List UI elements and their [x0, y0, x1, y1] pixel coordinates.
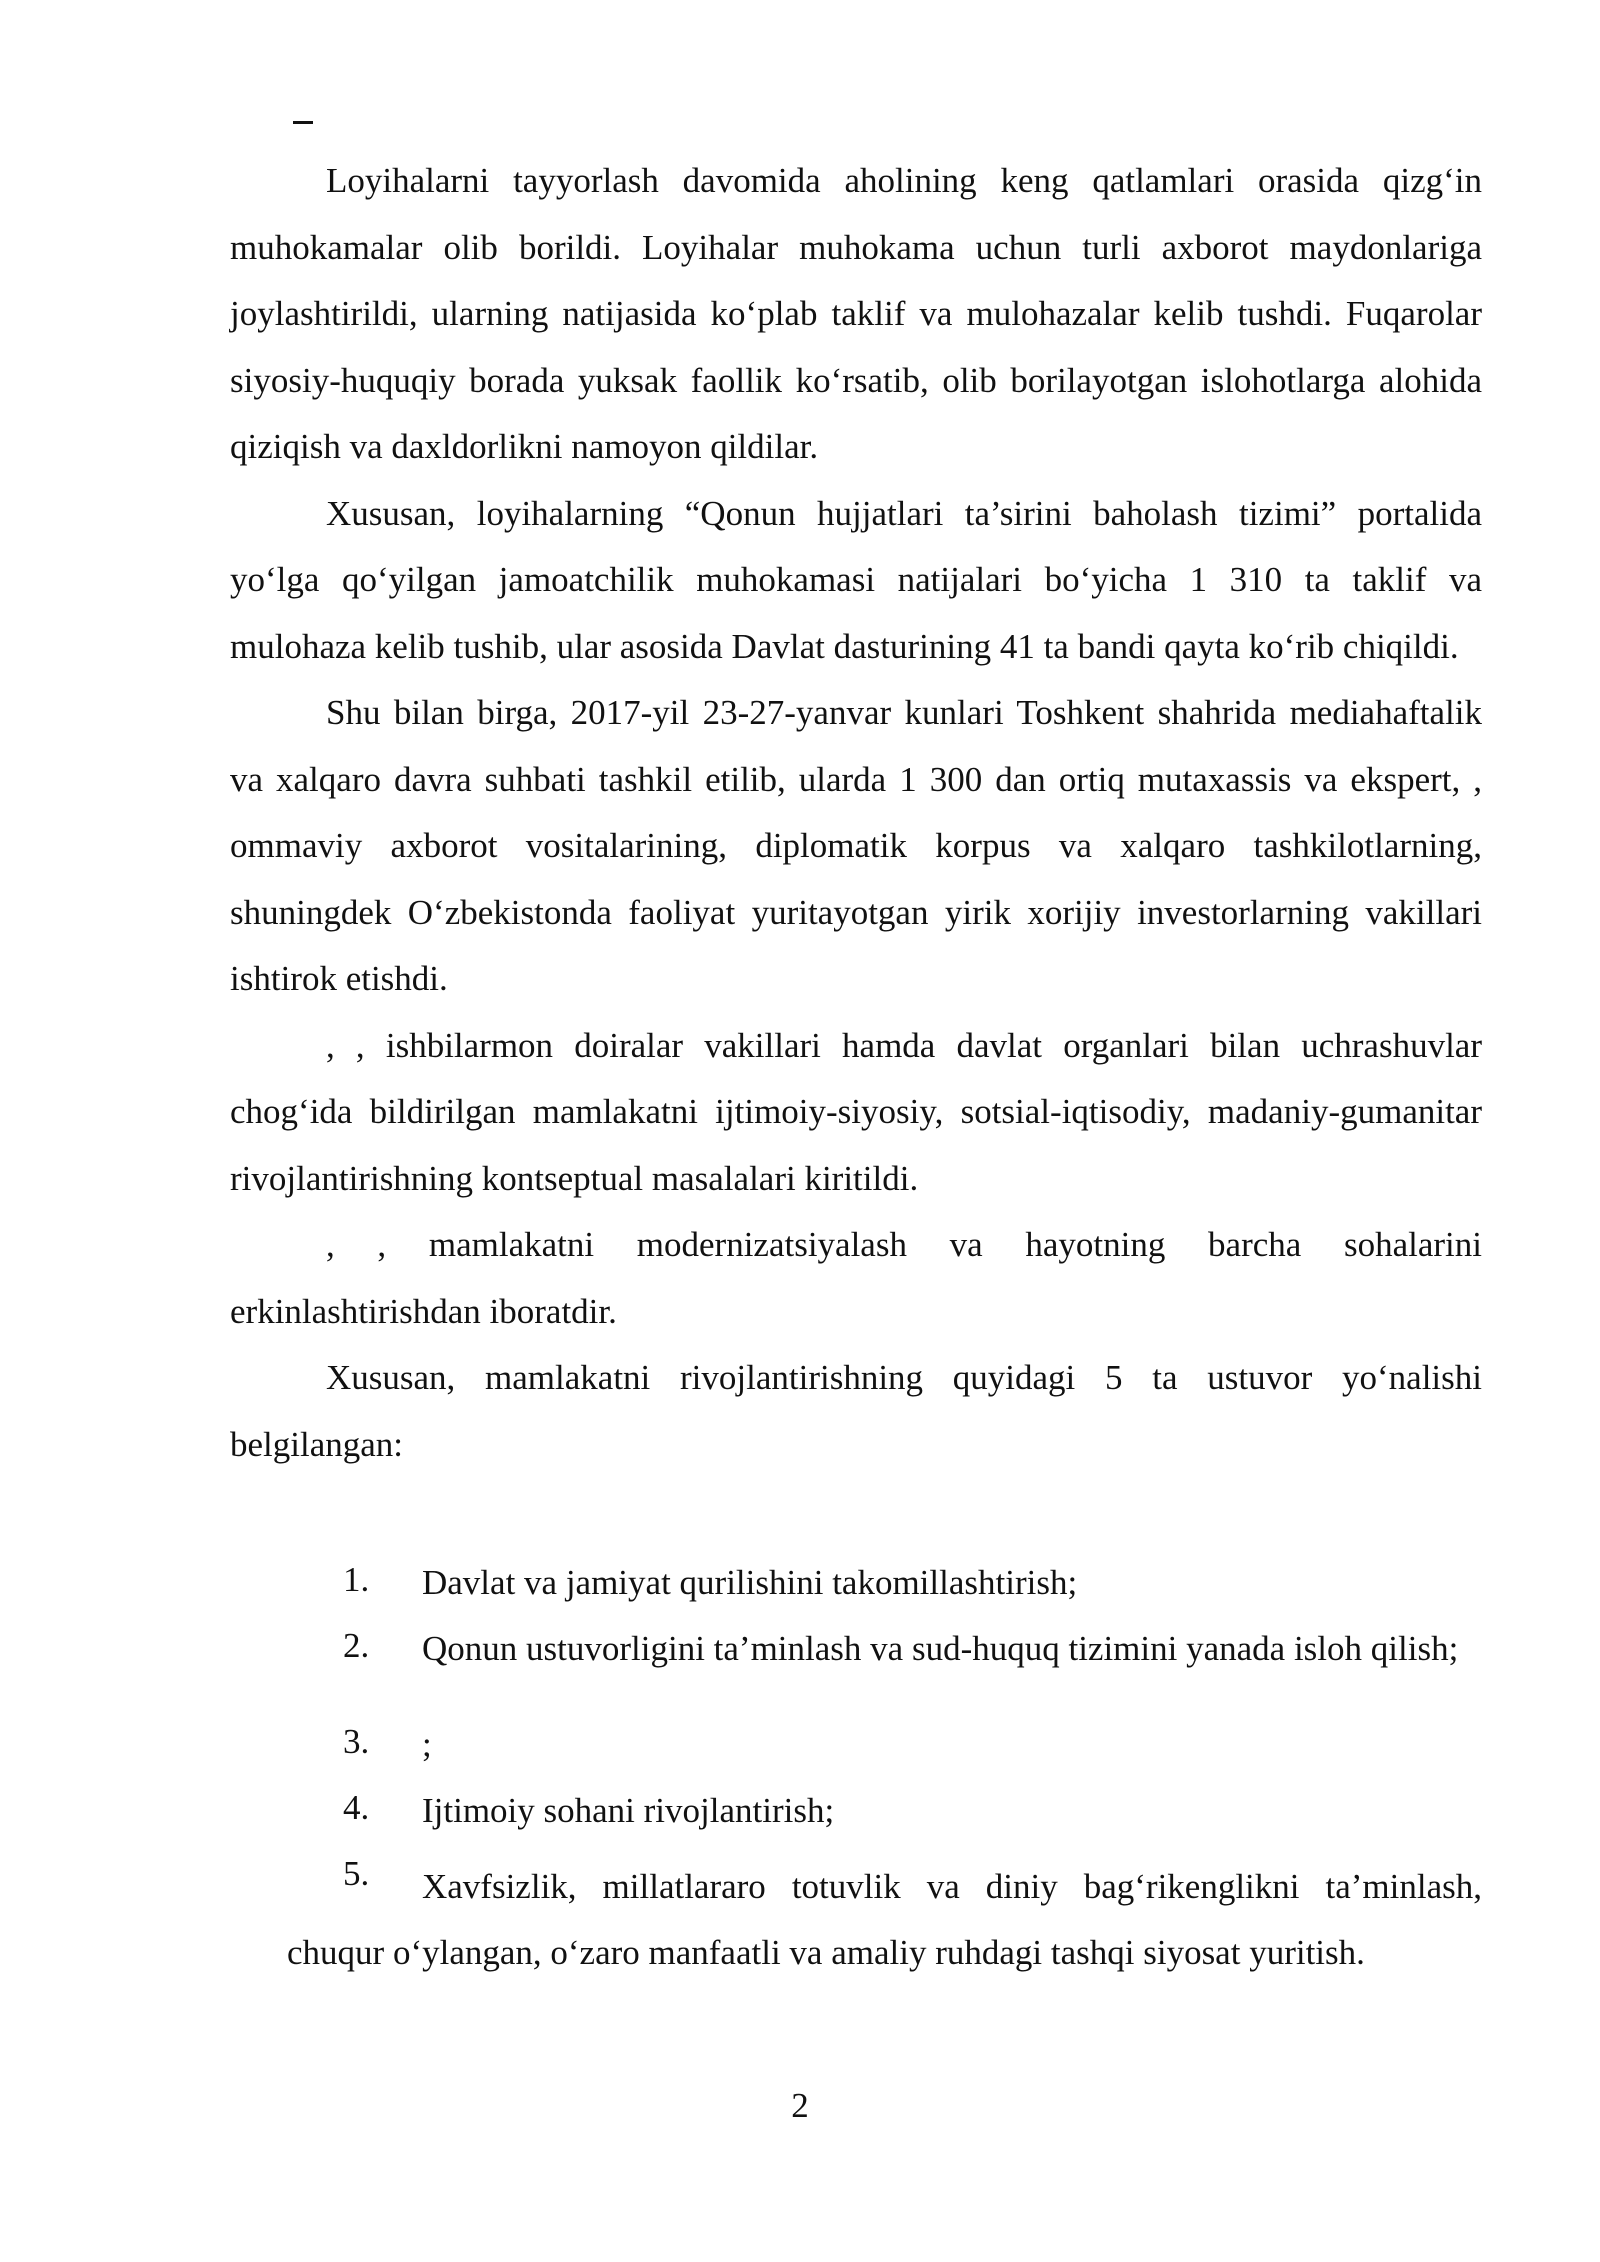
list-item	[230, 1550, 1539, 1616]
body-text	[230, 148, 1482, 1478]
list-item	[230, 1616, 1539, 1712]
list-item	[230, 1712, 1539, 1778]
list-item-text: Xavfsizlik, millatlararo totuvlik va diniy bag‘rikenglikni ta’minlash, chuqur o‘ylangan, o‘zaro manfaatli va amaliy ruhdagi tashqi siyosat yuritish.	[287, 1867, 1482, 1972]
list-item-number: 2.	[343, 1626, 370, 1665]
list-item-text: ;	[422, 1725, 432, 1764]
list-item-text: Qonun ustuvorligini ta’minlash va sud-huquq tizimini yanada isloh qilish;	[422, 1629, 1459, 1668]
header-dash	[293, 121, 313, 124]
list-item-number: 3.	[343, 1722, 370, 1761]
paragraph: Shu bilan birga, 2017-yil 23-27-yanvar kunlari Toshkent shahrida mediahaftalik va xalqaro davra suhbati tashkil etilib, ularda 1 300 dan ortiq mutaxassis va ekspert, , ommaviy axborot vositalarining, diplomatik korpus va xalqaro tashkilotlarning, shuningdek O‘zbekistonda faoliyat yuritayotgan yirik xorijiy investorlarning vakillari ishtirok etishdi.	[230, 693, 1482, 998]
list-item-text: Davlat va jamiyat qurilishini takomillashtirish;	[422, 1563, 1078, 1602]
list-item	[230, 1844, 1539, 1976]
list-item-number: 4.	[343, 1788, 370, 1827]
paragraph: Xususan, loyihalarning “Qonun hujjatlari ta’sirini baholash tizimi” portalida yo‘lga qo‘yilgan jamoatchilik muhokamasi natijalari bo‘yicha 1 310 ta taklif va mulohaza kelib tushib, ular asosida Davlat dasturining 41 ta bandi qayta ko‘rib chiqildi.	[230, 493, 1482, 666]
list-item-number: 5.	[343, 1854, 370, 1893]
paragraph: Loyihalarni tayyorlash davomida aholining keng qatlamlari orasida qizg‘in muhokamalar olib borildi. Loyihalar muhokama uchun turli axborot maydonlariga joylashtirildi, ularning natijasida ko‘plab taklif va mulohazalar kelib tushdi. Fuqarolar siyosiy-huquqiy borada yuksak faollik ko‘rsatib, olib borilayotgan islohotlarga alohida qiziqish va daxldorlikni namoyon qildilar.	[230, 161, 1482, 466]
page-number: 2	[791, 2086, 809, 2125]
paragraph: , , ishbilarmon doiralar vakillari hamda davlat organlari bilan uchrashuvlar chog‘ida bildirilgan mamlakatni ijtimoiy-siyosiy, sotsial-iqtisodiy, madaniy-gumanitar rivojlantirishning kontseptual masalalari kiritildi.	[230, 1025, 1482, 1198]
paragraph: , , mamlakatni modernizatsiyalash va hayotning barcha sohalarini erkinlashtirishdan iboratdir.	[230, 1225, 1482, 1331]
paragraph: Xususan, mamlakatni rivojlantirishning quyidagi 5 ta ustuvor yo‘nalishi belgilangan:	[230, 1358, 1482, 1464]
list-item-number: 1.	[343, 1560, 370, 1599]
list-item	[230, 1778, 1539, 1844]
list-item-text: Ijtimoiy sohani rivojlantirish;	[422, 1791, 835, 1830]
